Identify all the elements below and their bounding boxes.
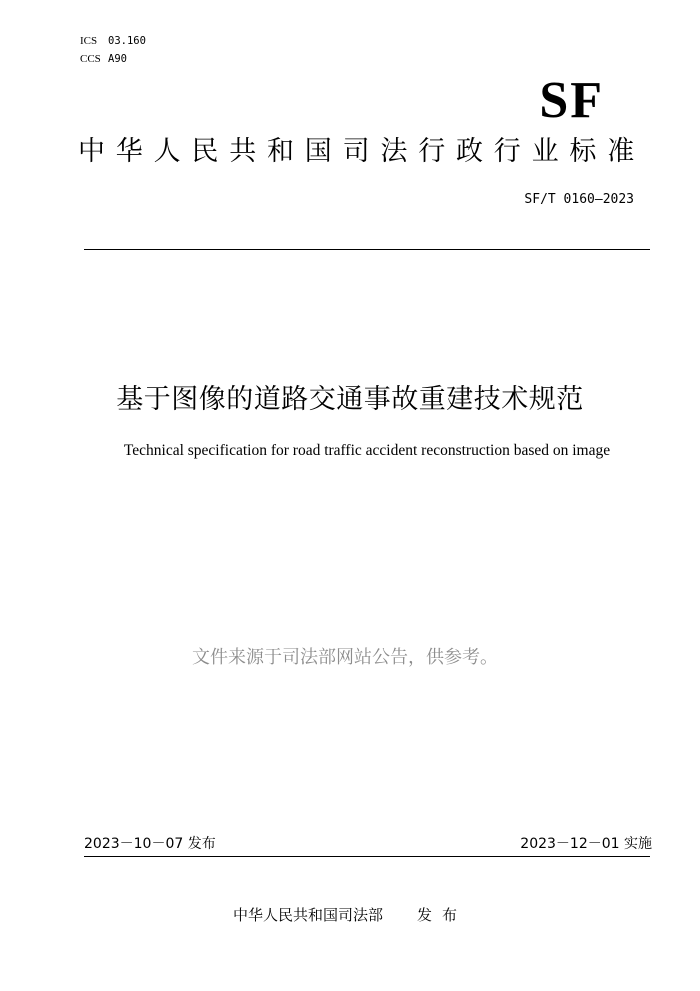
document-title-english: Technical specification for road traffic accident reconstruction based on image [123, 442, 611, 459]
watermark-text: 文件来源于司法部网站公告，供参考。 [192, 647, 498, 668]
document-title-chinese: 基于图像的道路交通事故重建技术规范 [116, 384, 584, 415]
ics-classification [80, 34, 146, 48]
publisher-organization: 中华人民共和国司法部 [232, 906, 383, 924]
issuer-title: 中华人民共和国司法行政行业标准 [78, 136, 645, 167]
top-divider [84, 249, 650, 250]
standard-number: SF/T 0160—2023 [524, 192, 634, 207]
ics-label: ICS [80, 35, 98, 47]
sf-logo: SF [539, 72, 604, 129]
publisher-line [0, 905, 700, 925]
ccs-code: A90 [108, 53, 127, 65]
ics-code: 03.160 [108, 35, 146, 47]
bottom-divider [84, 856, 650, 857]
publisher-action: 发布 [417, 906, 468, 924]
source-watermark [0, 645, 700, 671]
implementation-date: 2023－12－01 实施 [520, 836, 652, 852]
ccs-classification [80, 52, 127, 66]
ccs-label: CCS [80, 53, 101, 65]
issue-date: 2023－10－07 发布 [84, 836, 216, 852]
